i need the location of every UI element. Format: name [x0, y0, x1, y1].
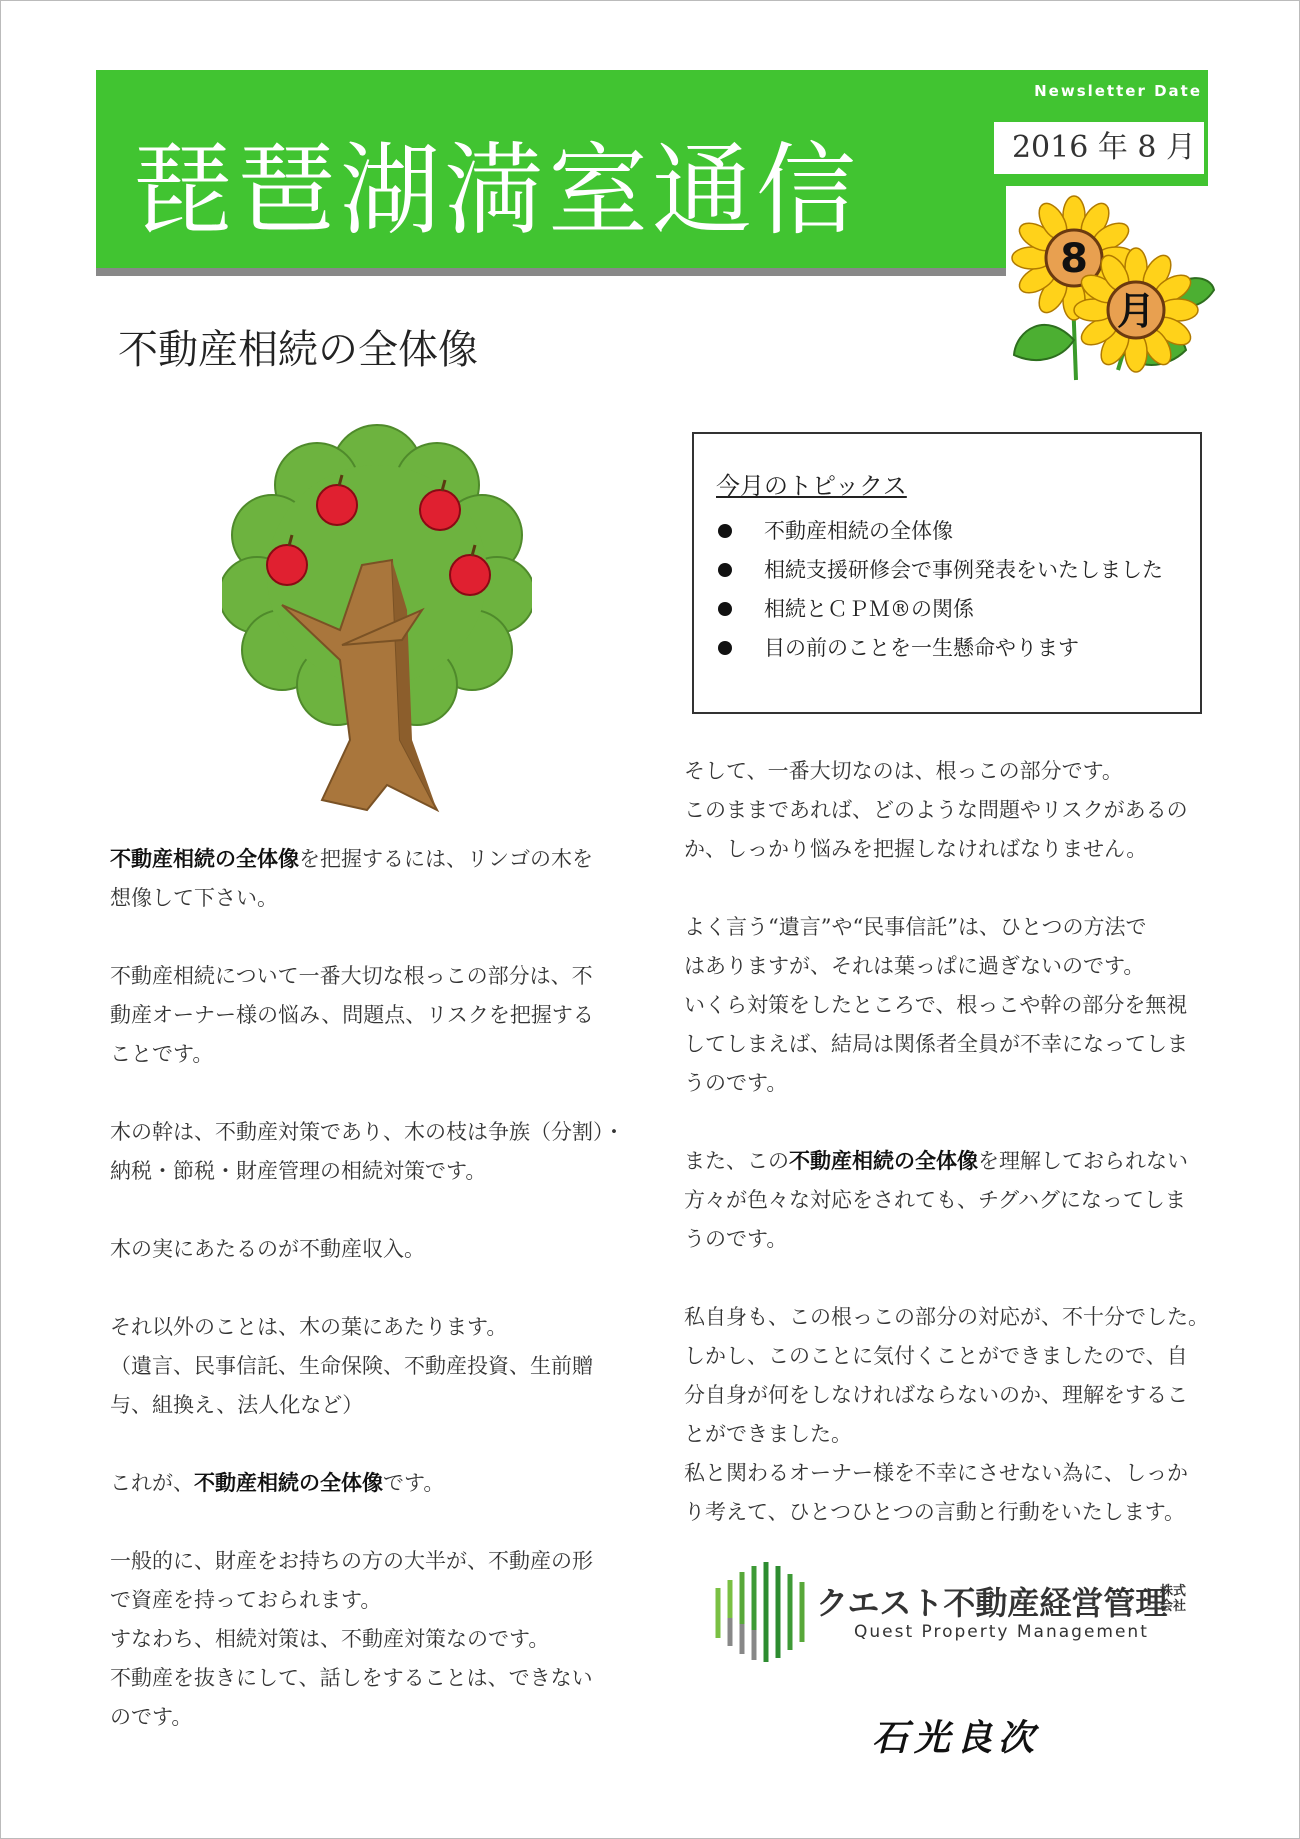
bullet-icon — [718, 602, 732, 616]
topics-heading: 今月のトピックス — [716, 472, 907, 500]
logo-bars-icon — [712, 1558, 812, 1668]
highlight-text: 不動産相続の全体像 — [789, 1149, 978, 1173]
date-panel — [1006, 70, 1208, 186]
topic-item: 相続とＣＰＭ®の関係 — [718, 590, 1163, 629]
paragraph: 木の実にあたるのが不動産収入。 — [110, 1237, 425, 1261]
issue-date: 2016 年 8 月 — [994, 122, 1204, 174]
paragraph: 木の幹は、不動産対策であり、木の枝は争族（分割）・ 納税・節税・財産管理の相続対策です。 — [110, 1120, 625, 1183]
topic-item: 目の前のことを一生懸命やります — [718, 629, 1163, 668]
topic-item: 相続支援研修会で事例発表をいたしました — [718, 551, 1163, 590]
topics-box — [692, 432, 1202, 714]
highlight-text: 不動産相続の全体像 — [110, 847, 299, 871]
left-column — [110, 840, 650, 1776]
bullet-icon — [718, 563, 732, 577]
paragraph: また、この不動産相続の全体像を理解しておられない 方々が色々な対応をされても、チグハグになってしま うのです。 — [684, 1149, 1188, 1251]
bullet-icon — [718, 524, 732, 538]
newsletter-title: 琵琶湖満室通信 — [132, 132, 860, 249]
paragraph: 私自身も、この根っこの部分の対応が、不十分でした。 しかし、このことに気付くことができましたので、自 分自身が何をしなければならないのか、理解をするこ とができました。 私と関わるオーナー様を不幸にさせない為に、しっか り考えて、ひとつひとつの言動と行動をいたします。 — [684, 1305, 1209, 1524]
bullet-icon — [718, 641, 732, 655]
badge-number: 8 — [1060, 236, 1088, 282]
section-title: 不動産相続の全体像 — [118, 327, 478, 373]
highlight-text: 不動産相続の全体像 — [194, 1471, 383, 1495]
author-signature: 石光良次 — [872, 1717, 1041, 1759]
newsletter-date-label: Newsletter Date — [1034, 82, 1202, 100]
company-logo — [712, 1558, 1212, 1668]
logo-kabushiki: 株式会社 — [1160, 1584, 1187, 1614]
paragraph: それ以外のことは、木の葉にあたります。 （遺言、民事信託、生命保険、不動産投資、生前贈 与、組換え、法人化など） — [110, 1315, 593, 1417]
masthead-banner — [96, 70, 1006, 276]
paragraph: これが、不動産相続の全体像です。 — [110, 1471, 445, 1495]
topics-list — [718, 512, 1163, 668]
paragraph: 不動産相続について一番大切な根っこの部分は、不 動産オーナー様の悩み、問題点、リスクを把握する ことです。 — [110, 964, 594, 1066]
topic-item: 不動産相続の全体像 — [718, 512, 1163, 551]
paragraph: そして、一番大切なのは、根っこの部分です。 このままであれば、どのような問題やリスクがあるの か、しっかり悩みを把握しなければなりません。 — [684, 759, 1188, 861]
logo-company-name: クエスト不動産経営管理 — [816, 1584, 1168, 1622]
apple-tree-icon — [222, 410, 532, 820]
right-column — [684, 752, 1229, 1571]
paragraph: 一般的に、財産をお持ちの方の大半が、不動産の形 で資産を持っておられます。 すなわち、相続対策は、不動産対策なのです。 不動産を抜きにして、話しをすることは、できない のです。 — [110, 1549, 593, 1729]
paragraph: 不動産相続の全体像を把握するには、リンゴの木を 想像して下さい。 — [110, 847, 593, 910]
badge-month: 月 — [1116, 289, 1156, 333]
sunflower-icon — [1006, 190, 1216, 390]
logo-english-name: Quest Property Management — [854, 1622, 1149, 1642]
paragraph: よく言う“遺言”や“民事信託”は、ひとつの方法で はありますが、それは葉っぱに過ぎないのです。 いくら対策をしたところで、根っこや幹の部分を無視 してしまえば、結局は関係者全員が不幸になってしま うのです。 — [684, 915, 1188, 1095]
